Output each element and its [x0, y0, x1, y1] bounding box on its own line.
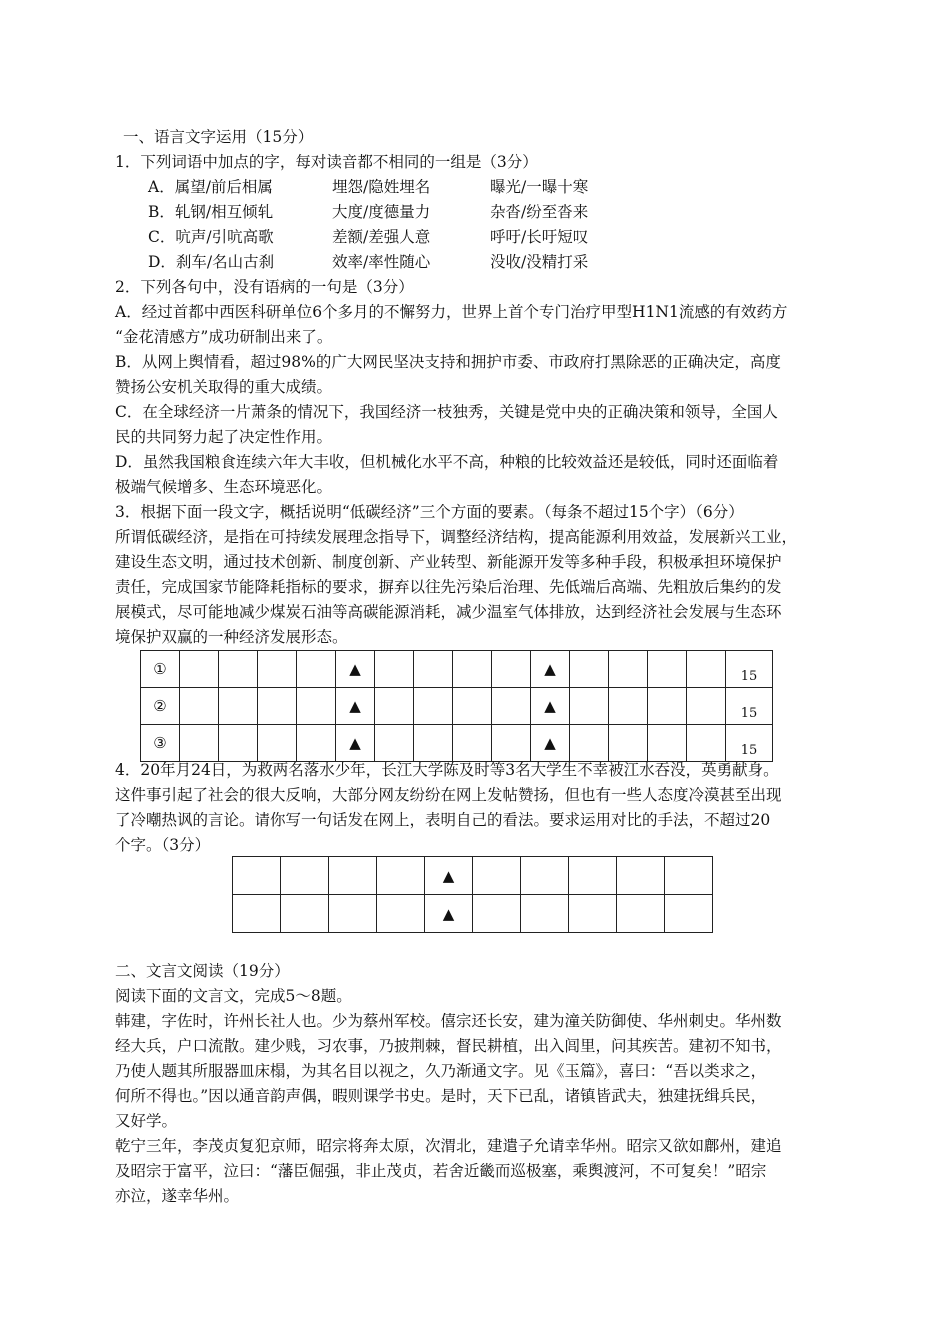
q1-option-c: C．吭声/引吭高歌	[148, 228, 274, 246]
q4-line: 这件事引起了社会的很大反响，大部分网友纷纷在网上发帖赞扬，但也有一些人态度冷漠甚至出现	[115, 786, 782, 804]
grid-row	[233, 895, 713, 933]
classical-text-line: 何所不得也。”因以通音韵声偶，暇则课学书史。是时，天下已乱，诸镇皆武夫，独建抚缉兵民，	[115, 1087, 767, 1105]
q1-option-a-2: 埋怨/隐姓埋名	[332, 178, 431, 196]
answer-cell[interactable]	[375, 688, 414, 725]
section1-title: 一、语言文字运用（15分）	[123, 128, 314, 146]
answer-cell[interactable]	[665, 895, 713, 933]
answer-cell[interactable]	[687, 651, 726, 688]
answer-cell[interactable]	[569, 857, 617, 895]
answer-cell[interactable]	[219, 688, 258, 725]
answer-cell[interactable]	[297, 725, 336, 762]
q2-line: A．经过首都中西医科研单位6个多月的不懈努力，世界上首个专门治疗甲型H1N1流感的有效药方	[115, 303, 788, 321]
answer-cell[interactable]	[648, 725, 687, 762]
classical-text-line: 及昭宗于富平，泣曰：“藩臣倔强，非止茂贞，若舍近畿而巡极塞，乘舆渡河，不可复矣！”昭宗	[115, 1162, 767, 1180]
answer-cell[interactable]	[569, 895, 617, 933]
answer-cell[interactable]	[665, 857, 713, 895]
answer-cell[interactable]	[521, 895, 569, 933]
triangle-marker: ▲	[336, 651, 375, 688]
q1-option-b-2: 大度/度德量力	[332, 203, 431, 221]
answer-cell[interactable]	[281, 895, 329, 933]
q1-option-d-3: 没收/没精打采	[490, 253, 589, 271]
answer-cell[interactable]	[687, 725, 726, 762]
answer-cell[interactable]	[258, 651, 297, 688]
q1-option-a: A．属望/前后相属	[148, 178, 273, 196]
char-count: 15	[726, 688, 773, 725]
answer-cell[interactable]	[414, 651, 453, 688]
answer-cell[interactable]	[377, 895, 425, 933]
q2-line: 极端气候增多、生态环境恶化。	[115, 478, 333, 496]
row-label: ②	[141, 688, 180, 725]
grid-row	[141, 688, 773, 725]
answer-cell[interactable]	[258, 688, 297, 725]
answer-cell[interactable]	[492, 688, 531, 725]
q4-line: 4．20年月24日，为救两名落水少年，长江大学陈及时等3名大学生不幸被江水吞没，英勇献身。	[115, 761, 779, 779]
q2-line: D．虽然我国粮食连续六年大丰收，但机械化水平不高，种粮的比较效益还是较低，同时还面临着	[115, 453, 779, 471]
q1-option-b-3: 杂沓/纷至沓来	[490, 203, 589, 221]
answer-cell[interactable]	[609, 688, 648, 725]
q3-answer-grid	[140, 650, 773, 762]
answer-cell[interactable]	[219, 725, 258, 762]
answer-cell[interactable]	[219, 651, 258, 688]
answer-cell[interactable]	[492, 651, 531, 688]
classical-text-line: 又好学。	[115, 1112, 178, 1130]
q2-line: B．从网上舆情看，超过98%的广大网民坚决支持和拥护市委、市政府打黑除恶的正确决定，高度	[115, 353, 781, 371]
triangle-marker: ▲	[531, 688, 570, 725]
q2-stem: 2．下列各句中，没有语病的一句是（3分）	[115, 278, 414, 296]
q1-option-d-2: 效率/率性随心	[332, 253, 431, 271]
answer-cell[interactable]	[414, 725, 453, 762]
q1-option-b: B．轧钢/相互倾轧	[148, 203, 274, 221]
answer-cell[interactable]	[609, 725, 648, 762]
section2-title: 二、文言文阅读（19分）	[115, 962, 290, 980]
q3-passage-line: 境保护双赢的一种经济发展形态。	[115, 628, 348, 646]
answer-cell[interactable]	[297, 651, 336, 688]
q1-option-c-3: 呼吁/长吁短叹	[490, 228, 589, 246]
char-count: 15	[726, 725, 773, 762]
answer-cell[interactable]	[617, 895, 665, 933]
answer-cell[interactable]	[414, 688, 453, 725]
answer-cell[interactable]	[180, 651, 219, 688]
answer-cell[interactable]	[570, 688, 609, 725]
row-label: ③	[141, 725, 180, 762]
q2-line: 民的共同努力起了决定性作用。	[115, 428, 333, 446]
answer-cell[interactable]	[473, 895, 521, 933]
q1-option-d: D．刹车/名山古刹	[148, 253, 275, 271]
triangle-marker: ▲	[425, 895, 473, 933]
triangle-marker: ▲	[336, 725, 375, 762]
q2-line: 赞扬公安机关取得的重大成绩。	[115, 378, 333, 396]
answer-cell[interactable]	[648, 688, 687, 725]
answer-cell[interactable]	[453, 725, 492, 762]
answer-cell[interactable]	[453, 651, 492, 688]
triangle-marker: ▲	[531, 725, 570, 762]
classical-text-line: 乃使人题其所服器皿床榻，为其名目以视之，久乃渐通文字。见《玉篇》，喜曰：“吾以类求之，	[115, 1062, 767, 1080]
answer-cell[interactable]	[297, 688, 336, 725]
answer-cell[interactable]	[521, 857, 569, 895]
classical-text-line: 亦泣，遂幸华州。	[115, 1187, 240, 1205]
answer-cell[interactable]	[609, 651, 648, 688]
q3-stem: 3．根据下面一段文字，概括说明“低碳经济”三个方面的要素。（每条不超过15个字）（6分）	[115, 503, 744, 521]
q4-line: 了冷嘲热讽的言论。请你写一句话发在网上，表明自己的看法。要求运用对比的手法，不超过20	[115, 811, 771, 829]
answer-cell[interactable]	[570, 651, 609, 688]
classical-text-line: 韩建，字佐时，许州长社人也。少为蔡州军校。僖宗还长安，建为潼关防御使、华州刺史。华州数	[115, 1012, 782, 1030]
grid-row	[141, 651, 773, 688]
triangle-marker: ▲	[336, 688, 375, 725]
q3-passage-line: 责任，完成国家节能降耗指标的要求，摒弃以往先污染后治理、先低端后高端、先粗放后集约的发	[115, 578, 782, 596]
answer-cell[interactable]	[375, 725, 414, 762]
q1-stem: 1．下列词语中加点的字，每对读音都不相同的一组是（3分）	[115, 153, 538, 171]
answer-cell[interactable]	[648, 651, 687, 688]
answer-cell[interactable]	[492, 725, 531, 762]
answer-cell[interactable]	[570, 725, 609, 762]
answer-cell[interactable]	[233, 895, 281, 933]
triangle-marker: ▲	[531, 651, 570, 688]
answer-cell[interactable]	[180, 688, 219, 725]
q2-line: “金花清感方”成功研制出来了。	[115, 328, 333, 346]
section2-instruction: 阅读下面的文言文，完成5～8题。	[115, 987, 352, 1005]
answer-cell[interactable]	[281, 857, 329, 895]
answer-cell[interactable]	[377, 857, 425, 895]
q1-option-a-3: 曝光/一曝十寒	[490, 178, 589, 196]
answer-cell[interactable]	[329, 895, 377, 933]
answer-cell[interactable]	[258, 725, 297, 762]
q3-passage-line: 建设生态文明，通过技术创新、制度创新、产业转型、新能源开发等多种手段，积极承担环境保护	[115, 553, 782, 571]
classical-text-line: 乾宁三年，李茂贞复犯京师，昭宗将奔太原，次渭北，建遣子允请幸华州。昭宗又欲如鄜州，建追	[115, 1137, 782, 1155]
answer-cell[interactable]	[375, 651, 414, 688]
char-count: 15	[726, 651, 773, 688]
answer-cell[interactable]	[617, 857, 665, 895]
grid-row	[233, 857, 713, 895]
q3-passage-line: 展模式，尽可能地减少煤炭石油等高碳能源消耗，减少温室气体排放，达到经济社会发展与生态环	[115, 603, 782, 621]
triangle-marker: ▲	[425, 857, 473, 895]
answer-cell[interactable]	[329, 857, 377, 895]
q4-line: 个字。（3分）	[115, 836, 211, 854]
answer-cell[interactable]	[453, 688, 492, 725]
grid-row	[141, 725, 773, 762]
q1-option-c-2: 差额/差强人意	[332, 228, 431, 246]
answer-cell[interactable]	[233, 857, 281, 895]
answer-cell[interactable]	[180, 725, 219, 762]
classical-text-line: 经大兵，户口流散。建少贱，习农事，乃披荆棘，督民耕植，出入闾里，问其疾苦。建初不知书，	[115, 1037, 782, 1055]
q4-answer-grid	[232, 856, 713, 933]
answer-cell[interactable]	[473, 857, 521, 895]
q3-passage-line: 所谓低碳经济，是指在可持续发展理念指导下，调整经济结构，提高能源利用效益，发展新兴工业，	[115, 528, 798, 546]
q2-line: C．在全球经济一片萧条的情况下，我国经济一枝独秀，关键是党中央的正确决策和领导，全国人	[115, 403, 778, 421]
row-label: ①	[141, 651, 180, 688]
answer-cell[interactable]	[687, 688, 726, 725]
